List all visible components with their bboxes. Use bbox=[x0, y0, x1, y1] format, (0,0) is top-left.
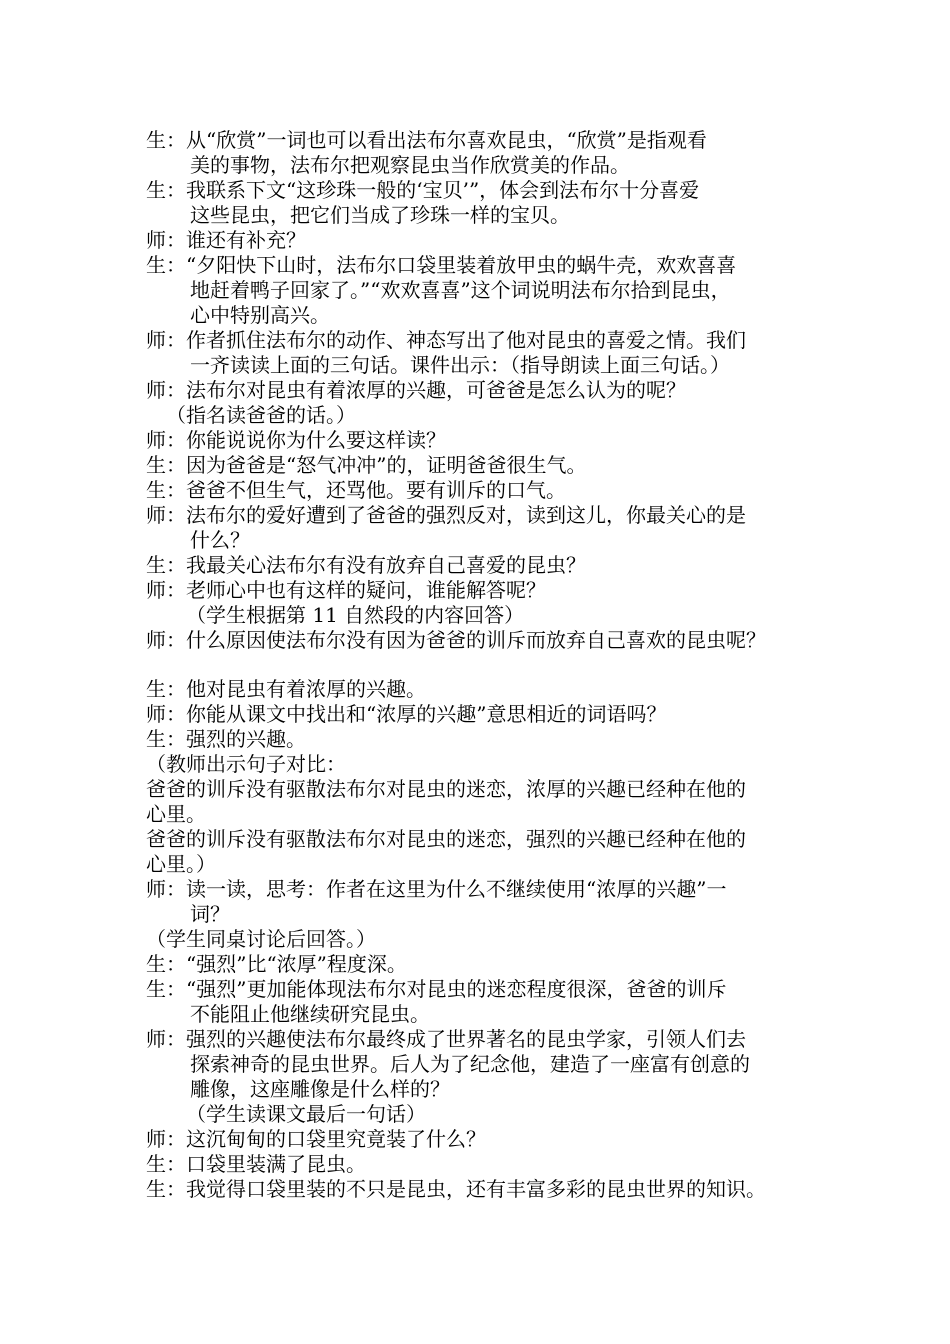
text-line: 师：什么原因使法布尔没有因为爸爸的训斥而放弃自己喜欢的昆虫呢？ bbox=[146, 628, 766, 652]
text-line: 地赶着鸭子回家了。”“欢欢喜喜”这个词说明法布尔拾到昆虫， bbox=[190, 278, 731, 302]
text-line: 爸爸的训斥没有驱散法布尔对昆虫的迷恋，强烈的兴趣已经种在他的 bbox=[146, 827, 746, 851]
text-line: 生：我觉得口袋里装的不只是昆虫，还有丰富多彩的昆虫世界的知识。 bbox=[146, 1177, 766, 1201]
text-line: （学生同桌讨论后回答。） bbox=[146, 927, 376, 951]
text-line: 生：强烈的兴趣。 bbox=[146, 727, 306, 751]
text-line: 心中特别高兴。 bbox=[190, 303, 330, 327]
text-line: 一齐读读上面的三句话。课件出示：（指导朗读上面三句话。） bbox=[190, 353, 730, 377]
text-line: 生：“强烈”更加能体现法布尔对昆虫的迷恋程度很深，爸爸的训斥 bbox=[146, 977, 727, 1001]
text-line: 师：老师心中也有这样的疑问，谁能解答呢？ bbox=[146, 578, 546, 602]
text-line: （学生读课文最后一句话） bbox=[186, 1102, 426, 1126]
text-line: 师：法布尔对昆虫有着浓厚的兴趣，可爸爸是怎么认为的呢？ bbox=[146, 378, 686, 402]
text-line: 美的事物，法布尔把观察昆虫当作欣赏美的作品。 bbox=[190, 153, 630, 177]
text-line: 师：强烈的兴趣使法布尔最终成了世界著名的昆虫学家，引领人们去 bbox=[146, 1027, 746, 1051]
text-line: 师：这沉甸甸的口袋里究竟装了什么？ bbox=[146, 1127, 486, 1151]
text-line: 爸爸的训斥没有驱散法布尔对昆虫的迷恋，浓厚的兴趣已经种在他的 bbox=[146, 777, 746, 801]
text-line: 生：爸爸不但生气，还骂他。要有训斥的口气。 bbox=[146, 478, 566, 502]
text-line: 师：你能从课文中找出和“浓厚的兴趣”意思相近的词语吗？ bbox=[146, 702, 667, 726]
text-line: 心里。） bbox=[146, 852, 216, 876]
text-line: 心里。 bbox=[146, 802, 206, 826]
text-line: 生：因为爸爸是“怒气冲冲”的，证明爸爸很生气。 bbox=[146, 453, 587, 477]
text-line: 生：他对昆虫有着浓厚的兴趣。 bbox=[146, 677, 426, 701]
text-line: （教师出示句子对比： bbox=[146, 752, 346, 776]
text-line: （指名读爸爸的话。） bbox=[166, 403, 356, 427]
text-line: 雕像，这座雕像是什么样的？ bbox=[190, 1077, 450, 1101]
text-line: 师：你能说说你为什么要这样读？ bbox=[146, 428, 446, 452]
text-line: 生：从“欣赏”一词也可以看出法布尔喜欢昆虫，“欣赏”是指观看 bbox=[146, 128, 707, 152]
text-line: 师：法布尔的爱好遭到了爸爸的强烈反对，读到这儿，你最关心的是 bbox=[146, 503, 746, 527]
text-line: （学生根据第 11 自然段的内容回答） bbox=[186, 603, 525, 627]
text-line: 探索神奇的昆虫世界。后人为了纪念他，建造了一座富有创意的 bbox=[190, 1052, 750, 1076]
text-line: 生：口袋里装满了昆虫。 bbox=[146, 1152, 366, 1176]
text-line: 生：“强烈”比“浓厚”程度深。 bbox=[146, 952, 407, 976]
text-line: 不能阻止他继续研究昆虫。 bbox=[190, 1002, 430, 1026]
text-line: 师：作者抓住法布尔的动作、神态写出了他对昆虫的喜爱之情。我们 bbox=[146, 328, 746, 352]
text-line: 生：我联系下文“这珍珠一般的‘宝贝’”，体会到法布尔十分喜爱 bbox=[146, 178, 700, 202]
text-line: 师：读一读，思考：作者在这里为什么不继续使用“浓厚的兴趣”一 bbox=[146, 877, 727, 901]
text-line: 生：“夕阳快下山时，法布尔口袋里装着放甲虫的蜗牛壳，欢欢喜喜 bbox=[146, 253, 737, 277]
text-line: 生：我最关心法布尔有没有放弃自己喜爱的昆虫？ bbox=[146, 553, 586, 577]
text-line: 这些昆虫，把它们当成了珍珠一样的宝贝。 bbox=[190, 203, 570, 227]
text-line: 师：谁还有补充？ bbox=[146, 228, 306, 252]
text-line: 什么？ bbox=[190, 528, 250, 552]
text-line: 词？ bbox=[190, 902, 230, 926]
